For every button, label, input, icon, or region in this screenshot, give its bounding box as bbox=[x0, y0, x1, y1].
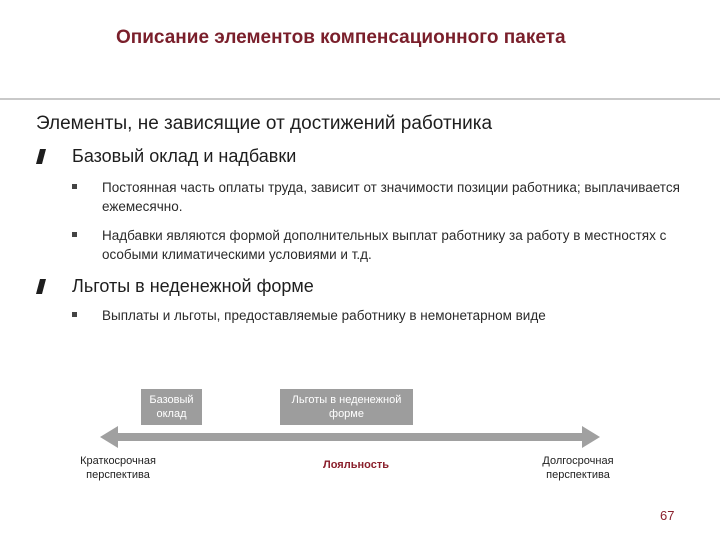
bullet-text: Выплаты и льготы, предоставляемые работнику в немонетарном виде bbox=[102, 308, 546, 323]
bullet-square-icon bbox=[72, 184, 77, 189]
label-loyalty: Лояльность bbox=[323, 459, 389, 471]
section-heading: Базовый оклад и надбавки bbox=[72, 146, 297, 166]
page-title: Описание элементов компенсационного пакета bbox=[116, 27, 566, 48]
title-divider bbox=[0, 98, 720, 100]
box-base-salary bbox=[141, 389, 202, 425]
box-base-salary-label: Базовый оклад bbox=[149, 394, 194, 420]
box-non-cash-benefits bbox=[280, 389, 413, 425]
section-marker-icon bbox=[36, 149, 46, 164]
label-long-term: Долгосрочная перспектива bbox=[542, 455, 614, 481]
bullet-text: Постоянная часть оплаты труда, зависит от значимости позиции работника; выплачивается ежемесячно. bbox=[102, 180, 680, 214]
bullet-text: Надбавки являются формой дополнительных выплат работнику за работу в местностях с особыми климатическими условиями и т.д. bbox=[102, 228, 667, 262]
box-non-cash-benefits-label: Льготы в неденежной форме bbox=[291, 394, 402, 420]
section-marker-icon bbox=[36, 279, 46, 294]
time-axis-arrow bbox=[100, 426, 600, 448]
section-heading: Льготы в неденежной форме bbox=[72, 276, 314, 296]
page-subtitle: Элементы, не зависящие от достижений работника bbox=[36, 113, 493, 134]
label-short-term: Краткосрочная перспектива bbox=[80, 455, 156, 481]
bullet-square-icon bbox=[72, 232, 77, 237]
page-number: 67 bbox=[660, 508, 675, 523]
bullet-square-icon bbox=[72, 312, 77, 317]
